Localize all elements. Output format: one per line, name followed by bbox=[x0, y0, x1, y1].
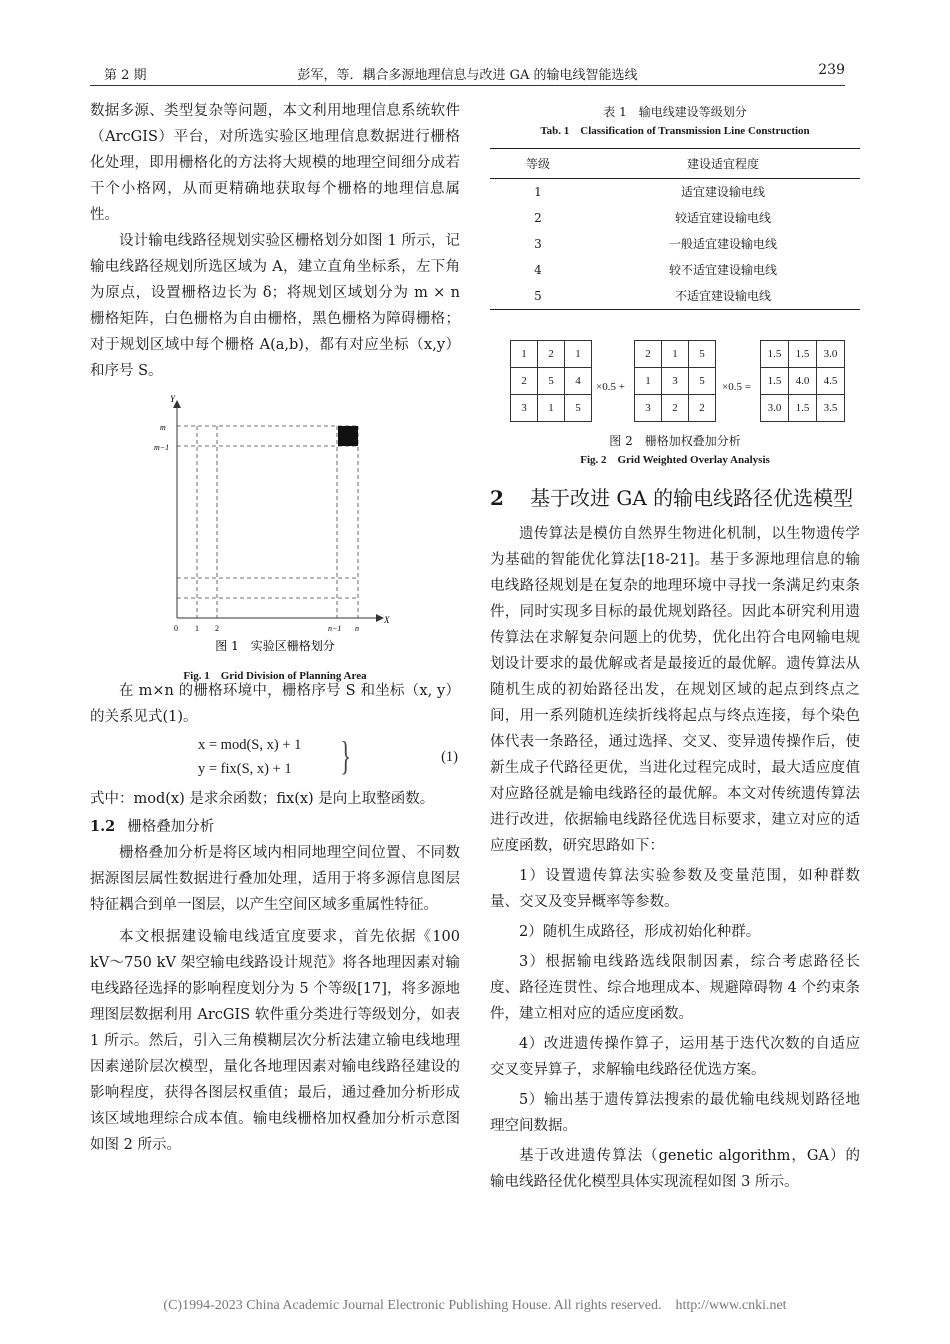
equation-line-2: y = fix(S, x) + 1 bbox=[198, 761, 292, 777]
list-item: 1）设置遗传算法实验参数及变量范围，如种群数量、交叉及变异概率等参数。 bbox=[490, 868, 860, 910]
matrix-cell: 5 bbox=[689, 341, 716, 368]
paragraph: 在 m×n 的栅格环境中，栅格序号 S 和坐标（x, y）的关系见式(1)。 bbox=[90, 683, 460, 725]
matrix-cell: 1.5 bbox=[789, 395, 817, 422]
matrix-cell: 1.5 bbox=[761, 341, 789, 368]
x-tick-0: 0 bbox=[174, 624, 178, 633]
header-suitability: 建设适宜程度 bbox=[586, 149, 860, 179]
matrix-cell: 2 bbox=[538, 341, 565, 368]
grid-lines bbox=[177, 426, 358, 618]
paragraph: 数据多源、类型复杂等问题，本文利用地理信息系统软件（ArcGIS）平台，对所选实验区地理信息数据进行栅格化处理，即用栅格化的方法将大规模的地理空间细分成若干个小格网，从而更精确地获取每个栅格的地理信息属性。 bbox=[90, 103, 460, 223]
section-heading bbox=[490, 483, 860, 513]
equation-line-1: x = mod(S, x) + 1 bbox=[198, 737, 302, 753]
table-cell: 一般适宜建设输电线 bbox=[668, 237, 777, 251]
table-header-row bbox=[490, 149, 860, 179]
matrix-cell: 4.5 bbox=[817, 368, 845, 395]
operator-multiply-add: ×0.5 + bbox=[596, 381, 625, 393]
table-row bbox=[490, 283, 860, 310]
y-tick-m-minus-1: m−1 bbox=[154, 443, 170, 452]
x-tick-n: n bbox=[355, 624, 359, 633]
matrix-cell: 5 bbox=[689, 368, 716, 395]
matrix-cell: 1 bbox=[662, 341, 689, 368]
figure-1-caption-en: Fig. 1 Grid Division of Planning Area bbox=[183, 670, 367, 682]
table-row bbox=[490, 231, 860, 257]
matrix-cell: 1 bbox=[565, 341, 592, 368]
table-cell: 不适宜建设输电线 bbox=[586, 283, 860, 310]
paragraph: 设计输电线路径规划实验区栅格划分如图 1 所示，记输电线路径规划所选区域为 A，建立直角坐标系，左下角为原点，设置栅格边长为 δ；将规划区域划分为 m × n 栅格矩阵，白色栅格为自由栅格，黑色栅格为障碍栅格；对于规划区域中每个栅格 A(a,b)，都有对应坐标（x,y）和序号 S。 bbox=[90, 233, 460, 379]
matrix-cell: 1.5 bbox=[761, 368, 789, 395]
table-row bbox=[490, 257, 860, 283]
matrix-cell: 3.5 bbox=[817, 395, 845, 422]
matrix-cell: 3 bbox=[635, 395, 662, 422]
table-cell: 较不适宜建设输电线 bbox=[668, 263, 777, 277]
figure-2-caption-cn: 图 2 栅格加权叠加分析 bbox=[609, 434, 741, 448]
list-item: 2）随机生成路径，形成初始化种群。 bbox=[519, 924, 761, 940]
equation-1 bbox=[90, 730, 460, 786]
matrix-cell: 3 bbox=[662, 368, 689, 395]
list-item: 4）改进遗传操作算子，运用基于迭代次数的自适应交叉变异算子，求解输电线路径优选方案。 bbox=[490, 1036, 860, 1078]
raster-layer-result bbox=[760, 340, 845, 422]
matrix-cell: 2 bbox=[635, 341, 662, 368]
matrix-cell: 2 bbox=[662, 395, 689, 422]
running-header bbox=[90, 60, 845, 86]
table-1-caption-en: Tab. 1 Classification of Transmission Line Construction bbox=[540, 125, 810, 137]
figure-2 bbox=[490, 336, 860, 431]
table-cell: 较适宜建设输电线 bbox=[674, 211, 771, 225]
matrix-cell: 4 bbox=[565, 368, 592, 395]
table-cell: 4 bbox=[534, 263, 542, 277]
matrix-cell: 4.0 bbox=[789, 368, 817, 395]
grid-division-diagram bbox=[90, 388, 460, 660]
table-1-caption-cn: 表 1 输电线建设等级划分 bbox=[603, 105, 747, 119]
y-axis-label: Y bbox=[170, 394, 176, 404]
matrix-cell: 1.5 bbox=[789, 341, 817, 368]
matrix-cell: 5 bbox=[538, 368, 565, 395]
x-tick-2: 2 bbox=[215, 624, 219, 633]
x-tick-1: 1 bbox=[195, 624, 199, 633]
operator-multiply-equals: ×0.5 = bbox=[722, 381, 751, 393]
y-tick-m: m bbox=[160, 423, 166, 432]
list-item: 3）根据输电线路选线限制因素，综合考虑路径长度、路径连贯性、综合地理成本、规避障碍物 4 个约束条件，建立相对应的适应度函数。 bbox=[490, 954, 860, 1022]
x-axis-label: X bbox=[384, 615, 390, 625]
figure-1-caption-cn: 图 1 实验区栅格划分 bbox=[215, 639, 335, 653]
right-column bbox=[490, 98, 860, 1195]
classification-table bbox=[490, 148, 860, 310]
matrix-cell: 2 bbox=[511, 368, 538, 395]
matrix-cell: 3.0 bbox=[761, 395, 789, 422]
matrix-cell: 5 bbox=[565, 395, 592, 422]
table-cell: 3 bbox=[534, 237, 542, 251]
raster-layer-b bbox=[634, 340, 716, 422]
table-cell: 适宜建设输电线 bbox=[680, 185, 765, 199]
figure-2-caption-en: Fig. 2 Grid Weighted Overlay Analysis bbox=[580, 454, 770, 466]
matrix-cell: 2 bbox=[689, 395, 716, 422]
paragraph: 栅格叠加分析是将区域内相同地理空间位置、不同数据源图层属性数据进行叠加处理，适用于将多源信息图层特征耦合到单一图层，以产生空间区域多重属性特征。 bbox=[90, 845, 460, 913]
subsection-heading bbox=[90, 814, 460, 840]
section-number: 2 bbox=[490, 486, 504, 510]
raster-layer-a bbox=[510, 340, 592, 422]
section-title: 基于改进 GA 的输电线路径优选模型 bbox=[530, 486, 854, 510]
paragraph: 式中：mod(x) 是求余函数；fix(x) 是向上取整函数。 bbox=[90, 791, 435, 807]
equation-number: (1) bbox=[441, 749, 458, 765]
table-row bbox=[490, 205, 860, 231]
paragraph: 本文根据建设输电线适宜度要求，首先依据《100 kV～750 kV 架空输电线路设计规范》将各地理因素对输电线路径选择的影响程度划分为 5 个等级[17]，将多源地理图层数据利用 ArcGIS 软件重分类进行等级划分，如表 1 所示。然后，引入三角模糊层次分析法建立输电线地理因素递阶层次模型，量化各地理因素对输电线路径建设的影响程度，获得各图层权重值；最后，通过叠加分析形成该区域地理综合成本值。输电线栅格加权叠加分析示意图如图 2 所示。 bbox=[90, 929, 460, 1153]
subsection-title: 栅格叠加分析 bbox=[127, 819, 215, 835]
paragraph: 基于改进遗传算法（genetic algorithm，GA）的输电线路径优化模型具体实现流程如图 3 所示。 bbox=[490, 1148, 860, 1190]
table-cell: 5 bbox=[490, 283, 586, 310]
subsection-number: 1.2 bbox=[90, 818, 116, 835]
equation-brace: } bbox=[340, 733, 351, 778]
paragraph: 遗传算法是模仿自然界生物进化机制，以生物遗传学为基础的智能优化算法[18-21]。基于多源地理信息的输电线路径规划是在复杂的地理环境中寻找一条满足约束条件，同时实现多目标的最优规划路径。因此本研究利用遗传算法在求解复杂问题上的优势，优化出符合电网输电规划设计要求的最优解或者是最接近的最优解。遗传算法从随机生成的初始路径出发，在规划区域的起点到终点之间，用一系列随机连续折线将起点与终点连接，每个染色体代表一条路径，通过选择、交叉、变异遗传操作后，使新生成子代路径更优，当进化过程完成时，最大适应度值对应路径就是输电线路径的最优解。本文对传统遗传算法进行改进，依据输电线路径优选目标要求，建立对应的适应度函数，研究思路如下： bbox=[490, 526, 860, 854]
matrix-cell: 3 bbox=[511, 395, 538, 422]
running-title: 彭军，等．耦合多源地理信息与改进 GA 的输电线智能选线 bbox=[297, 68, 638, 83]
obstacle-grid-cell bbox=[338, 426, 358, 446]
table-cell: 1 bbox=[534, 185, 542, 199]
page-number: 239 bbox=[818, 62, 845, 78]
copyright-footer: (C)1994-2023 China Academic Journal Electronic Publishing House. All rights reserved. http://www.cnki.net bbox=[163, 1298, 787, 1313]
table-cell: 2 bbox=[534, 211, 542, 225]
figure-1 bbox=[90, 388, 460, 682]
header-grade: 等级 bbox=[490, 149, 586, 179]
left-column bbox=[90, 98, 460, 1158]
matrix-cell: 1 bbox=[538, 395, 565, 422]
x-tick-n-minus-1: n−1 bbox=[328, 624, 342, 633]
list-item: 5）输出基于遗传算法搜索的最优输电线规划路径地理空间数据。 bbox=[490, 1092, 860, 1134]
table-row bbox=[490, 179, 860, 206]
matrix-cell: 1 bbox=[635, 368, 662, 395]
issue-number: 第 2 期 bbox=[104, 68, 147, 83]
matrix-cell: 3.0 bbox=[817, 341, 845, 368]
matrix-cell: 1 bbox=[511, 341, 538, 368]
